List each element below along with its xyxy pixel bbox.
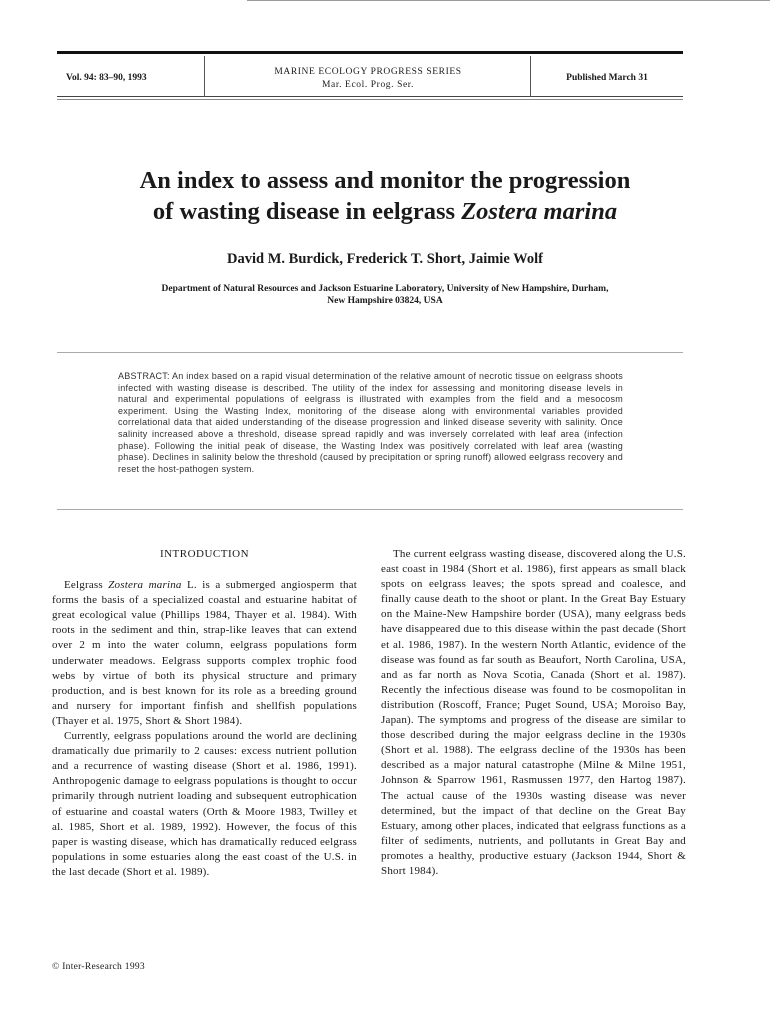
right-column <box>381 547 686 879</box>
header-bottom-rule <box>57 96 683 97</box>
left-column <box>52 547 357 880</box>
volume-info: Vol. 94: 83–90, 1993 <box>66 73 147 83</box>
affiliation <box>85 283 685 307</box>
section-heading-introduction: INTRODUCTION <box>159 548 250 560</box>
scan-edge-line <box>247 0 770 1</box>
paragraph <box>52 578 357 729</box>
affiliation-line-1: Department of Natural Resources and Jackson Estuarine Laboratory, University of New Hampshire, Durham, <box>161 284 609 294</box>
abstract: ABSTRACT: An index based on a rapid visual determination of the relative amount of necrotic tissue on eelgrass shoots infected with wasting disease is described. The utility of the index for assessing and monitoring disease levels in natural and experimental populations of eelgrass is illustrated with examples from the field and a mesocosm experiment. Using the Wasting Index, monitoring of the disease along with environmental variables provided correlational data that aided understanding of the disease progression and linked disease severity with salinity. Once salinity increased above a threshold, disease spread rapidly and was inversely correlated with leaf area (infection phase). Following the initial peak of disease, the Wasting Index was positively correlated with leaf area (wasting phase). Declines in salinity below the threshold (caused by precipitation or spring runoff) allowed eelgrass recovery and reset the host-pathogen system. <box>118 371 624 474</box>
paragraph-text: L. is a submerged angiosperm that forms the basis of a specialized coastal and estuarine habitat of great ecological value (Phillips 1984, Thayer et al. 1984). With roots in the sediment and thin, strap-like leaves that can extend over 2 m into the water column, eelgrass populations form underwater meadows. Eelgrass supports complex trophic food webs by virtue of both its physical structure and primary production, and is best known for its role as a breeding ground and nursery for important finfish and shellfish populations (Thayer et al. 1975, Short & Short 1984). <box>52 579 357 727</box>
title-line-2-text: of wasting disease in eelgrass <box>152 198 462 225</box>
journal-name-full: MARINE ECOLOGY PROGRESS SERIES <box>274 67 462 77</box>
journal-name-abbrev: Mar. Ecol. Prog. Ser. <box>321 80 415 90</box>
paper-title <box>40 165 730 227</box>
species-name: Zostera marina <box>108 579 182 592</box>
paragraph: Currently, eelgrass populations around the world are declining dramatically due primarily to 2 causes: excess nutrient pollution and a recurrence of wasting disease (Short et al. 1986, 1991). Anthropogenic damage to eelgrass populations is thought to occur primarily through nutrient loading and subsequent eutrophication of estuarine and coastal waters (Orth & Moore 1983, Twilley et al. 1985, Short et al. 1989, 1992). However, the focus of this paper is wasting disease, which has dramatically reduced eelgrass populations in some estuaries along the east coast of the U.S. in the last decade (Short et al. 1989). <box>52 730 357 878</box>
header-bottom-rule-thin <box>57 99 683 100</box>
abstract-top-rule <box>57 352 683 353</box>
header-divider-right <box>530 56 531 97</box>
paragraph: The current eelgrass wasting disease, discovered along the U.S. east coast in 1984 (Short et al. 1986), first appears as small black spots on eelgrass leaves; the spots spread and coalesce, and finally cause death to the shoot or plant. In the Great Bay Estuary on the Maine-New Hampshire border (USA), many eelgrass beds have disappeared due to this disease within the past decade (Short et al. 1986, 1987). In the western North Atlantic, evidence of the disease was found as far south as Beaufort, North Carolina, USA, and as far north as Nova Scotia, Canada (Short et al. 1987). Recently the infectious disease was found to be cosmopolitan in distribution (Roscoff, France; Puget Sound, USA; Moroiso Bay, Japan). The symptoms and progress of the disease are similar to those described during the major eelgrass decline in the 1930s (Short et al. 1988). The eelgrass decline of the 1930s has been described as a major natural catastrophe (Milne & Milne 1951, Johnson & Sparrow 1961, Rasmussen 1977, den Hartog 1987). The actual cause of the 1930s wasting disease was never determined, but the impact of that decline on the Great Bay Estuary, among other places, indicated that eelgrass functions as a filter of sediments, nutrients, and pollutants in Great Bay and promotes a healthy, productive estuary (Jackson 1944, Short & Short 1984). <box>381 548 686 877</box>
title-species-name: Zostera marina <box>461 198 618 225</box>
affiliation-line-2: New Hampshire 03824, USA <box>327 296 443 306</box>
title-line-1: An index to assess and monitor the progression <box>139 167 631 194</box>
copyright-notice: © Inter-Research 1993 <box>52 962 145 972</box>
author-list: David M. Burdick, Frederick T. Short, Jaimie Wolf <box>227 251 543 267</box>
abstract-bottom-rule <box>57 509 683 510</box>
paragraph-text: Eelgrass <box>64 579 109 592</box>
title-line-2 <box>40 196 730 227</box>
publication-date: Published March 31 <box>566 73 648 83</box>
header-divider-left <box>204 56 205 97</box>
journal-name <box>206 66 530 92</box>
